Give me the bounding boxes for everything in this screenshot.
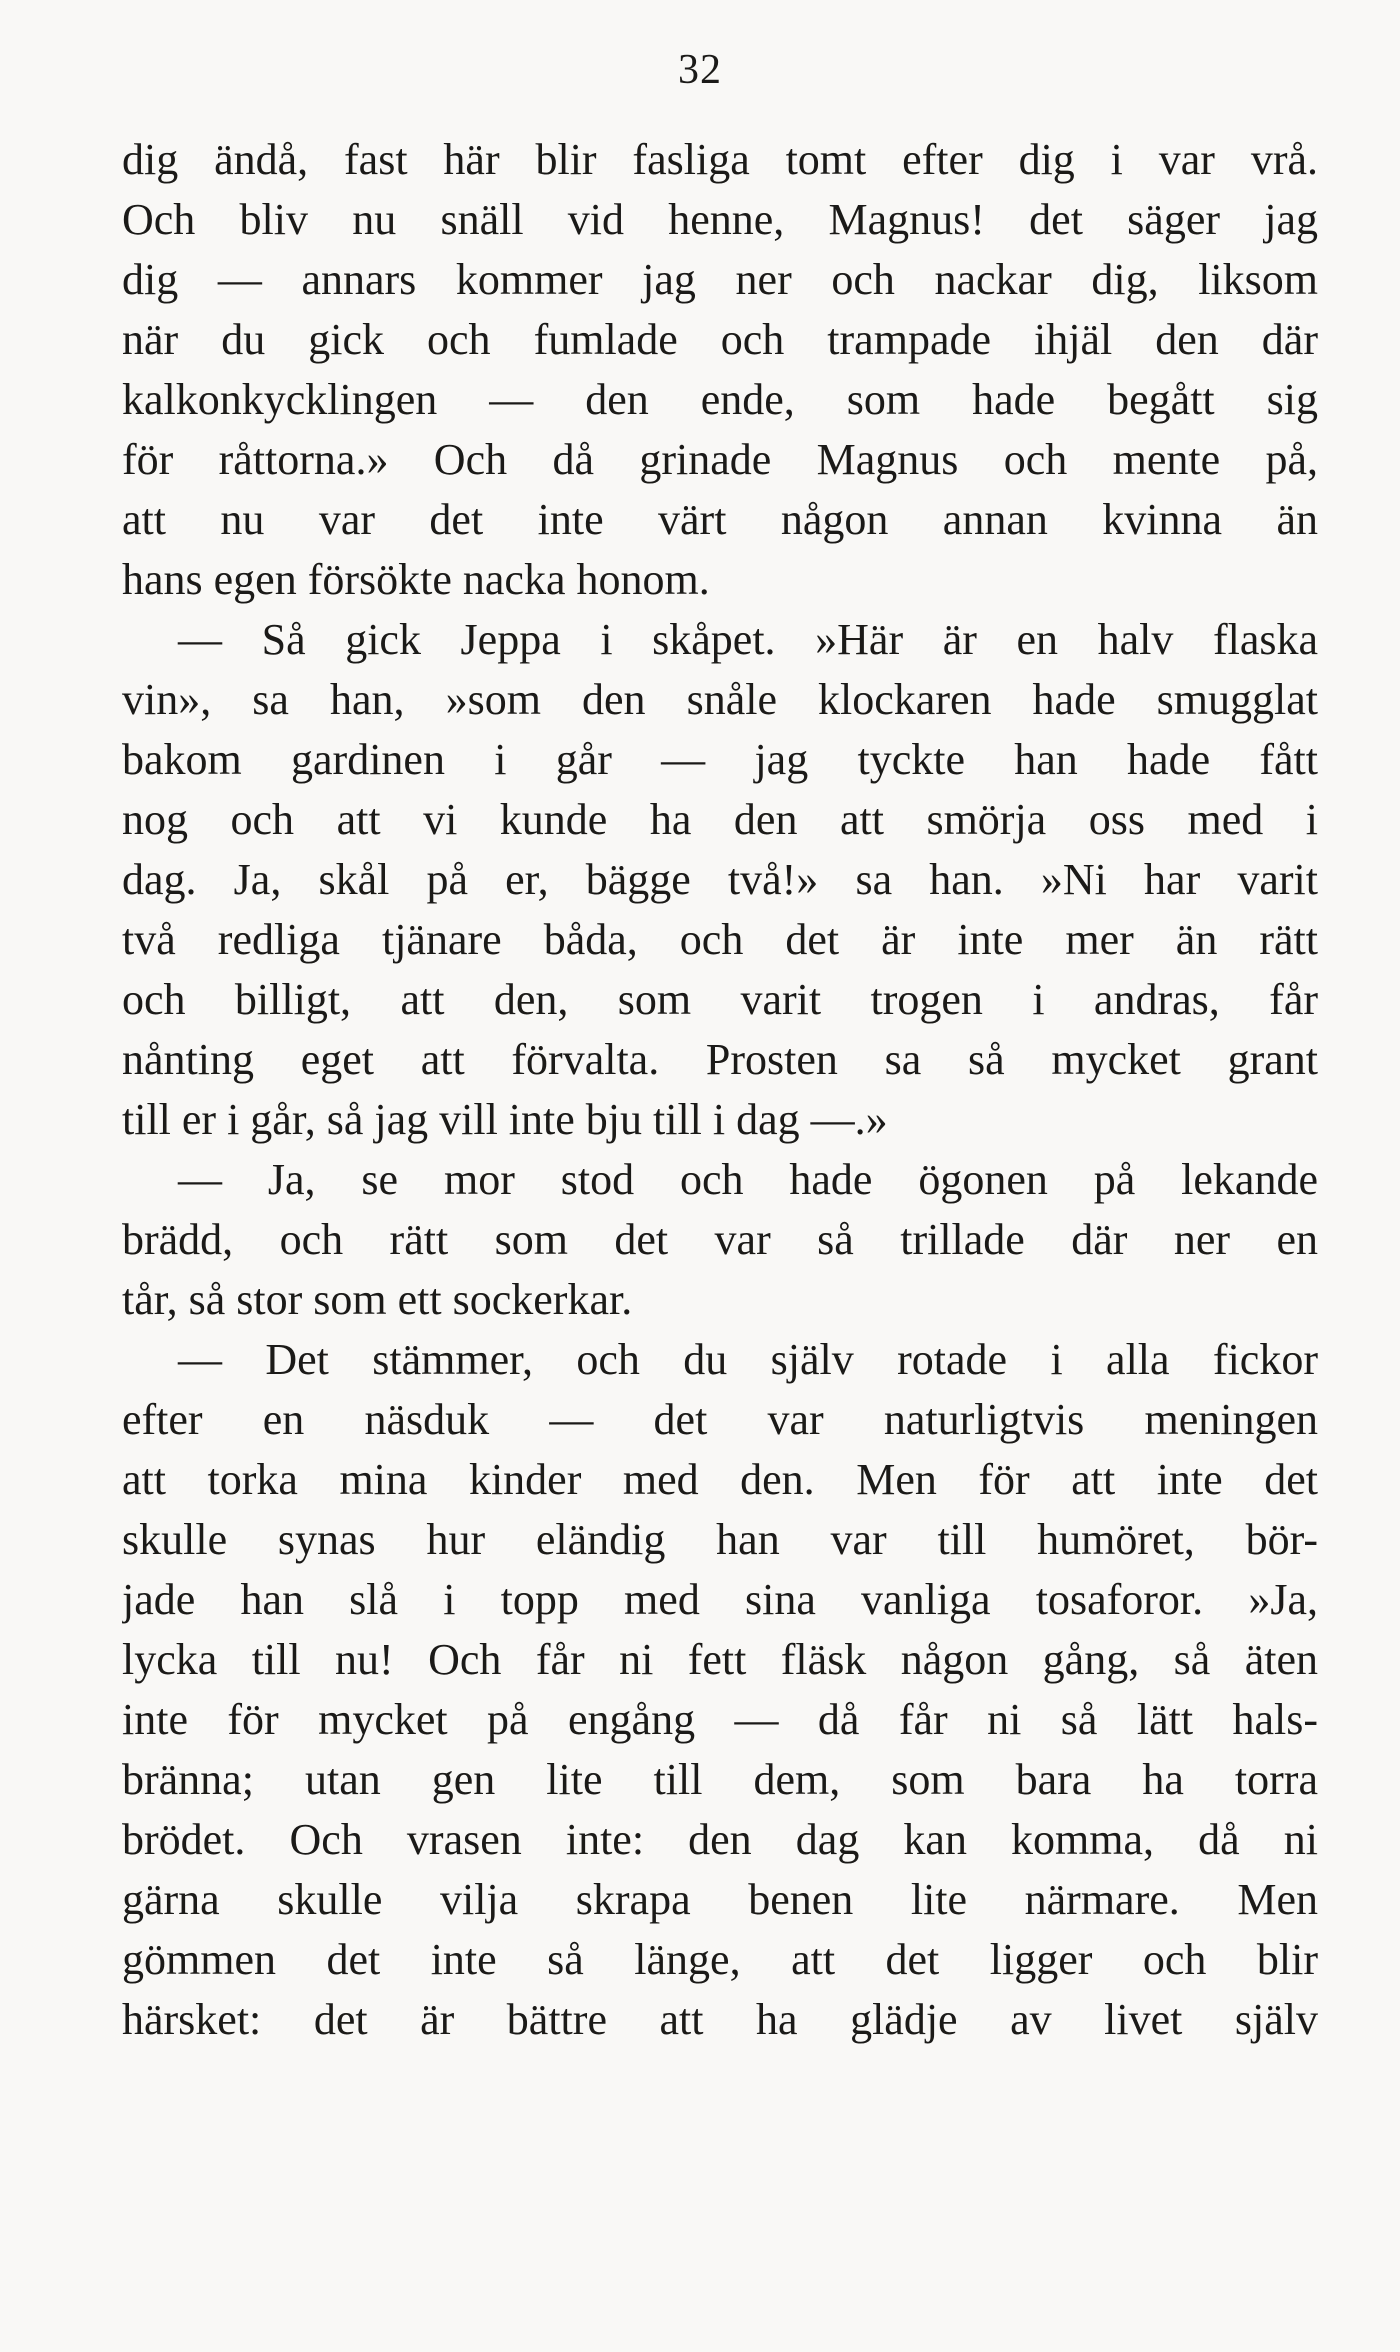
paragraph-end-line: till er i går, så jag vill inte bju till i dag —.» <box>122 1095 888 1144</box>
text-line: för råttorna.» Och då grinade Magnus och mente på, <box>122 435 1318 484</box>
paragraph-start-line: — Så gick Jeppa i skåpet. »Här är en halv flaska <box>178 615 1318 664</box>
text-line: två redliga tjänare båda, och det är inte mer än rätt <box>122 915 1318 964</box>
text-line: dig — annars kommer jag ner och nackar dig, liksom <box>122 255 1318 304</box>
text-line: bakom gardinen i går — jag tyckte han hade fått <box>122 735 1318 784</box>
text-line: gömmen det inte så länge, att det ligger och blir <box>122 1935 1318 1984</box>
text-line: brödet. Och vrasen inte: den dag kan komma, då ni <box>122 1815 1318 1864</box>
text-line: jade han slå i topp med sina vanliga tosaforor. »Ja, <box>122 1575 1318 1624</box>
text-line: Och bliv nu snäll vid henne, Magnus! det säger jag <box>122 195 1318 244</box>
text-line: härsket: det är bättre att ha glädje av livet själv <box>122 1995 1318 2044</box>
text-line: att nu var det inte värt någon annan kvinna än <box>122 495 1318 544</box>
text-line: brädd, och rätt som det var så trillade där ner en <box>122 1215 1318 1264</box>
text-line: och billigt, att den, som varit trogen i andras, får <box>122 975 1318 1024</box>
text-line: vin», sa han, »som den snåle klockaren hade smugglat <box>122 675 1318 724</box>
body-text <box>122 130 1318 2050</box>
text-line: kalkonkycklingen — den ende, som hade begått sig <box>122 375 1318 424</box>
text-line: dig ändå, fast här blir fasliga tomt efter dig i var vrå. <box>122 135 1318 184</box>
text-line: gärna skulle vilja skrapa benen lite närmare. Men <box>122 1875 1318 1924</box>
text-line: nånting eget att förvalta. Prosten sa så mycket grant <box>122 1035 1318 1084</box>
paragraph-start-line: — Det stämmer, och du själv rotade i alla fickor <box>178 1335 1318 1384</box>
page-number: 32 <box>678 47 722 93</box>
paragraph-end-line: hans egen försökte nacka honom. <box>122 555 710 604</box>
paragraph-end-line: tår, så stor som ett sockerkar. <box>122 1275 633 1324</box>
text-line: efter en näsduk — det var naturligtvis meningen <box>122 1395 1318 1444</box>
paragraph-start-line: — Ja, se mor stod och hade ögonen på lekande <box>178 1155 1318 1204</box>
text-line: när du gick och fumlade och trampade ihjäl den där <box>122 315 1318 364</box>
text-line: att torka mina kinder med den. Men för att inte det <box>122 1455 1318 1504</box>
text-line: lycka till nu! Och får ni fett fläsk någon gång, så äten <box>122 1635 1318 1684</box>
text-line: bränna; utan gen lite till dem, som bara ha torra <box>122 1755 1318 1804</box>
text-line: inte för mycket på engång — då får ni så lätt hals- <box>122 1695 1318 1744</box>
text-line: nog och att vi kunde ha den att smörja oss med i <box>122 795 1318 844</box>
text-line: dag. Ja, skål på er, bägge två!» sa han. »Ni har varit <box>122 855 1318 904</box>
text-line: skulle synas hur eländig han var till humöret, bör- <box>122 1515 1318 1564</box>
